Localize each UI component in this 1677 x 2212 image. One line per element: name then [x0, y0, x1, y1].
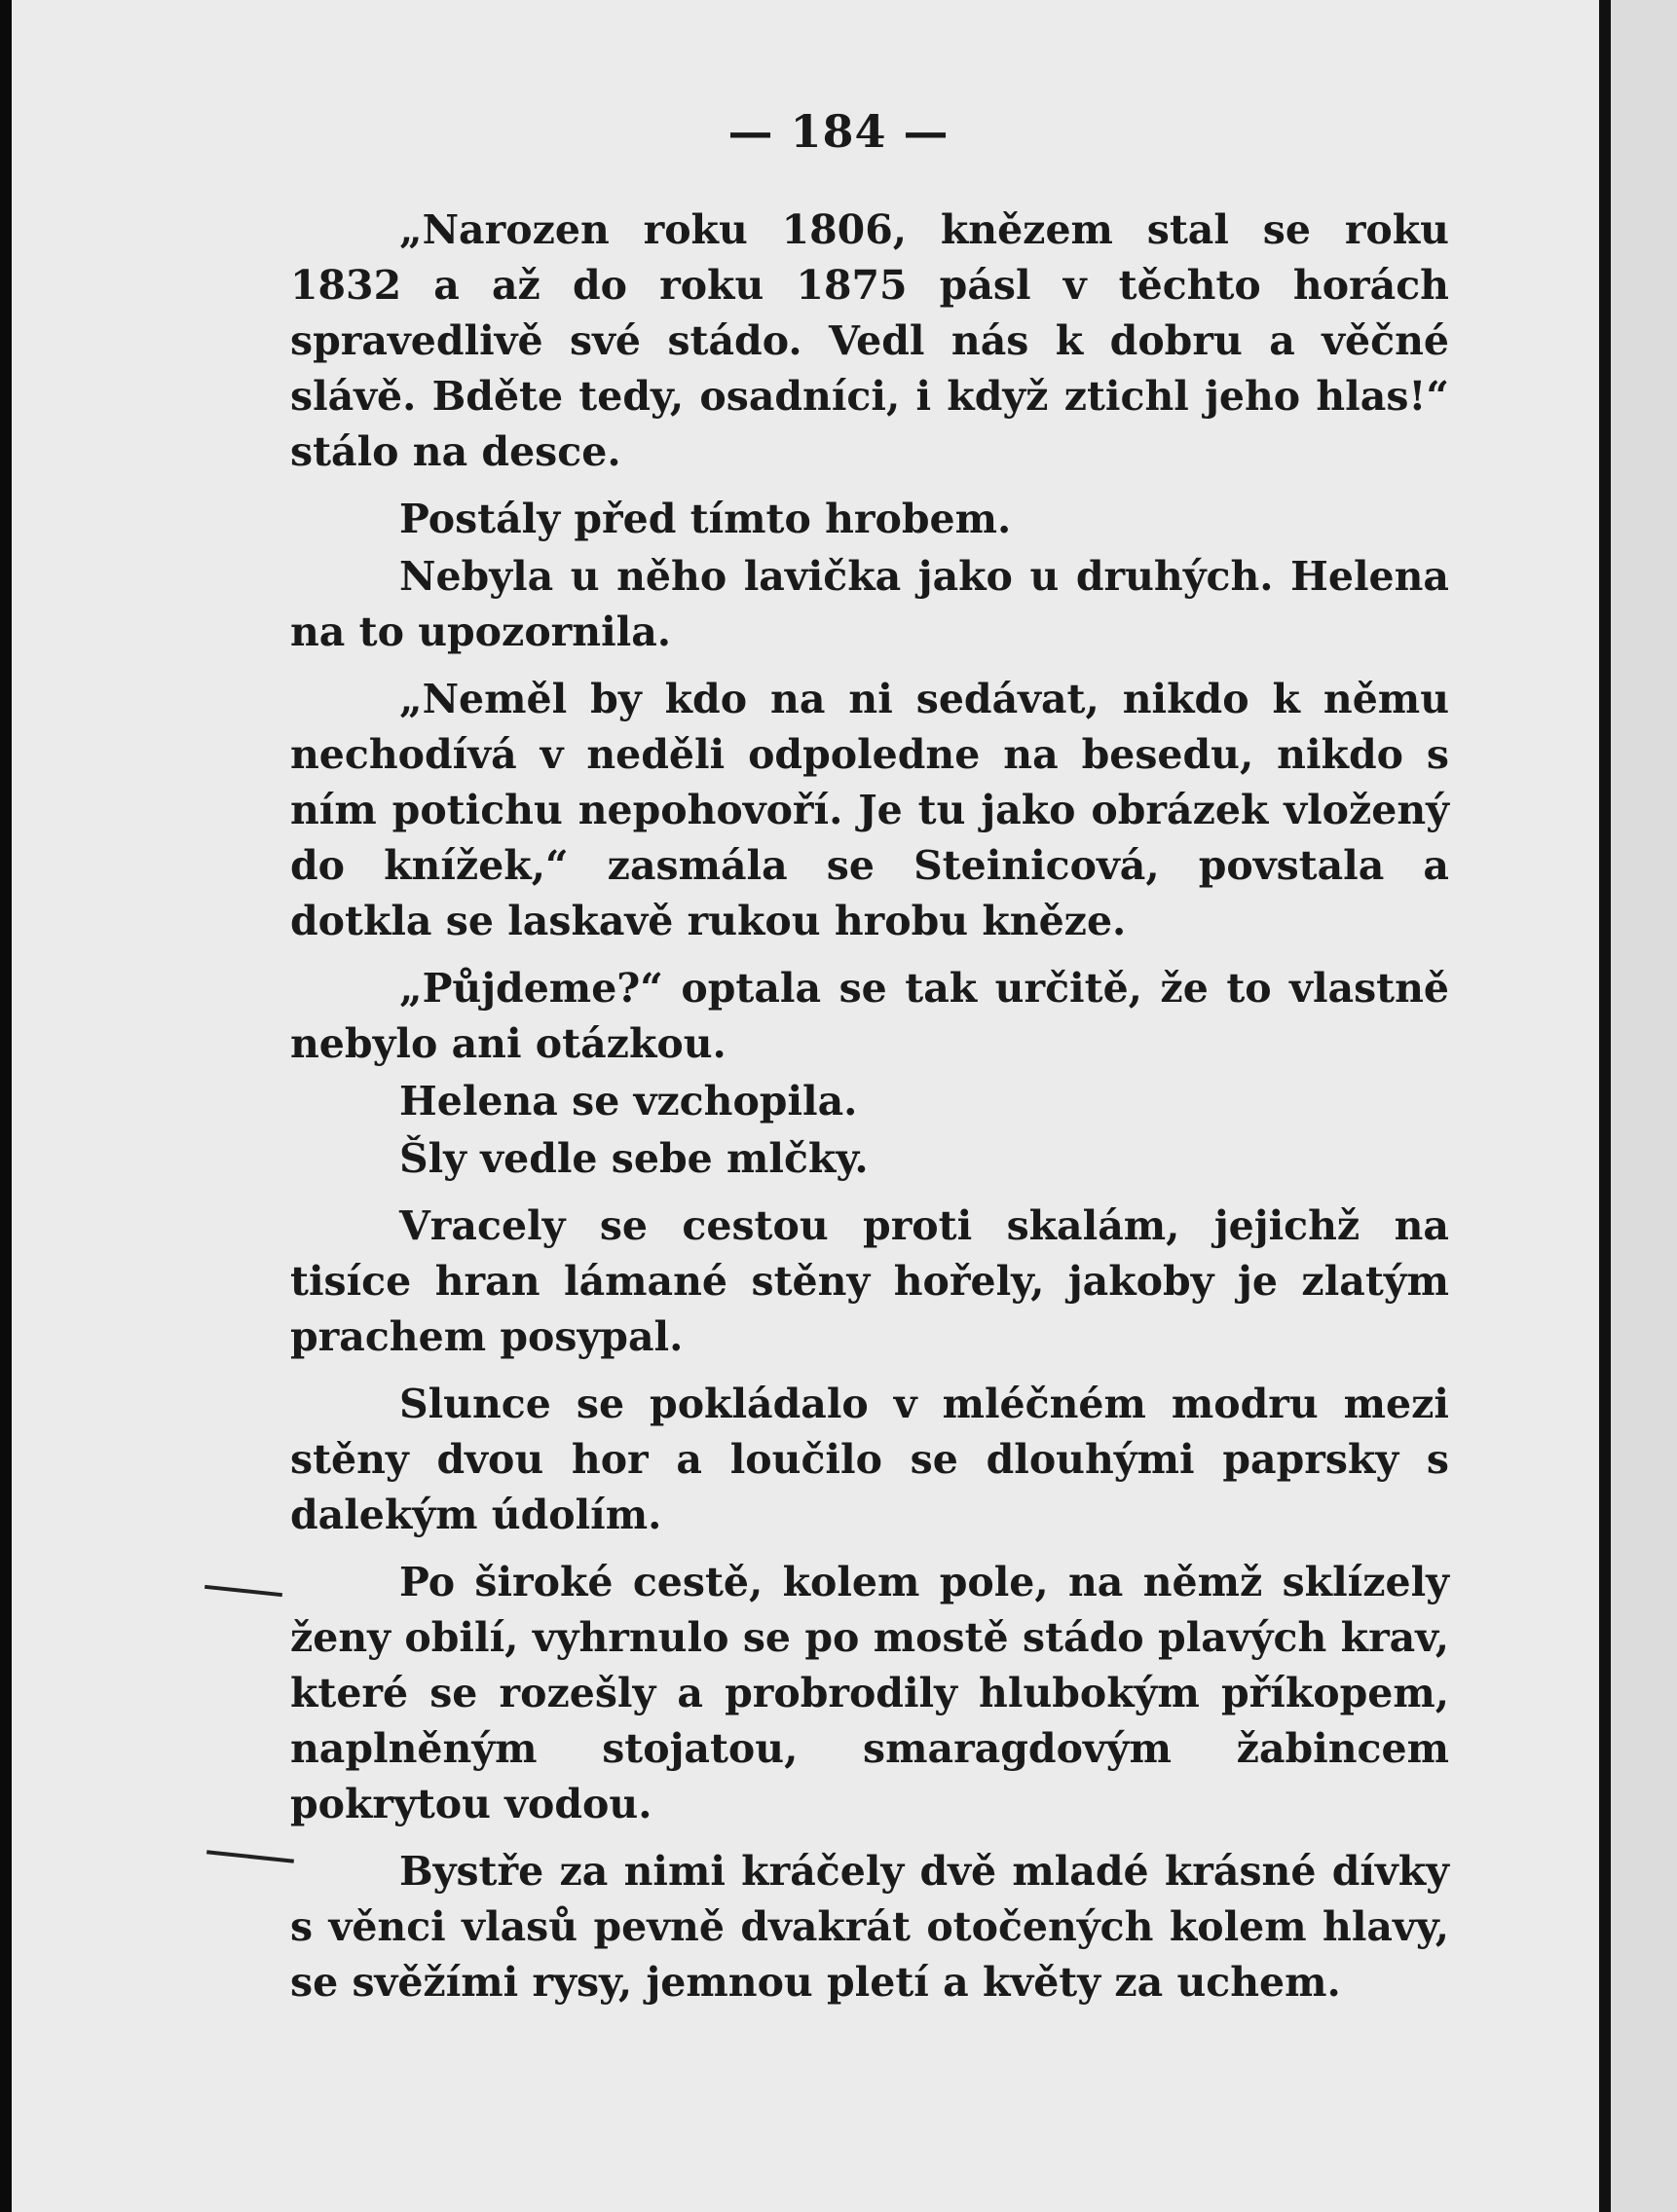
paragraph: Helena se vzchopila.: [399, 1078, 858, 1124]
paragraph: Po široké cestě, kolem pole, na němž sklízely ženy obilí, vyhrnulo se po mostě stádo plavých krav, které se rozešly a probrodily hlubokým příkopem, naplněným stojatou, smaragdovým žabincem pokrytou vodou.: [290, 1559, 1449, 1827]
paragraph: Bystře za nimi kráčely dvě mladé krásné dívky s věnci vlasů pevně dvakrát otočených kolem hlavy, se svěžími rysy, jemnou pletí a květy za uchem.: [290, 1848, 1449, 2006]
body-text: [290, 203, 1449, 2022]
paragraph: „Narozen roku 1806, knězem stal se roku 1832 a až do roku 1875 pásl v těchto horách spravedlivě své stádo. Vedl nás k dobru a věčné slávě. Bděte tedy, osadníci, i když ztichl jeho hlas!“ stálo na desce.: [290, 206, 1449, 475]
paragraph: Postály před tímto hrobem.: [399, 496, 1012, 542]
page-edge-shadow: [1599, 0, 1611, 2212]
paragraph: Šly vedle sebe mlčky.: [399, 1135, 869, 1182]
paragraph: „Půjdeme?“ optala se tak určitě, že to vlastně nebylo ani otázkou.: [290, 965, 1449, 1067]
paragraph: Slunce se pokládalo v mléčném modru mezi stěny dvou hor a loučilo se dlouhými paprsky s dalekým údolím.: [290, 1381, 1449, 1538]
next-page-edge: [1611, 0, 1677, 2212]
paragraph: Vracely se cestou proti skalám, jejichž na tisíce hran lámané stěny hořely, jakoby je zlatým prachem posypal.: [290, 1202, 1449, 1360]
paragraph: Nebyla u něho lavička jako u druhých. Helena na to upozornila.: [290, 553, 1449, 655]
page-number: — 184 —: [727, 105, 950, 158]
paragraph: „Neměl by kdo na ni sedávat, nikdo k němu nechodívá v neděli odpoledne na besedu, nikdo s ním potichu nepohovoří. Je tu jako obrázek vložený do knížek,“ zasmála se Steinicová, povstala a dotkla se laskavě rukou hrobu kněze.: [290, 676, 1449, 944]
